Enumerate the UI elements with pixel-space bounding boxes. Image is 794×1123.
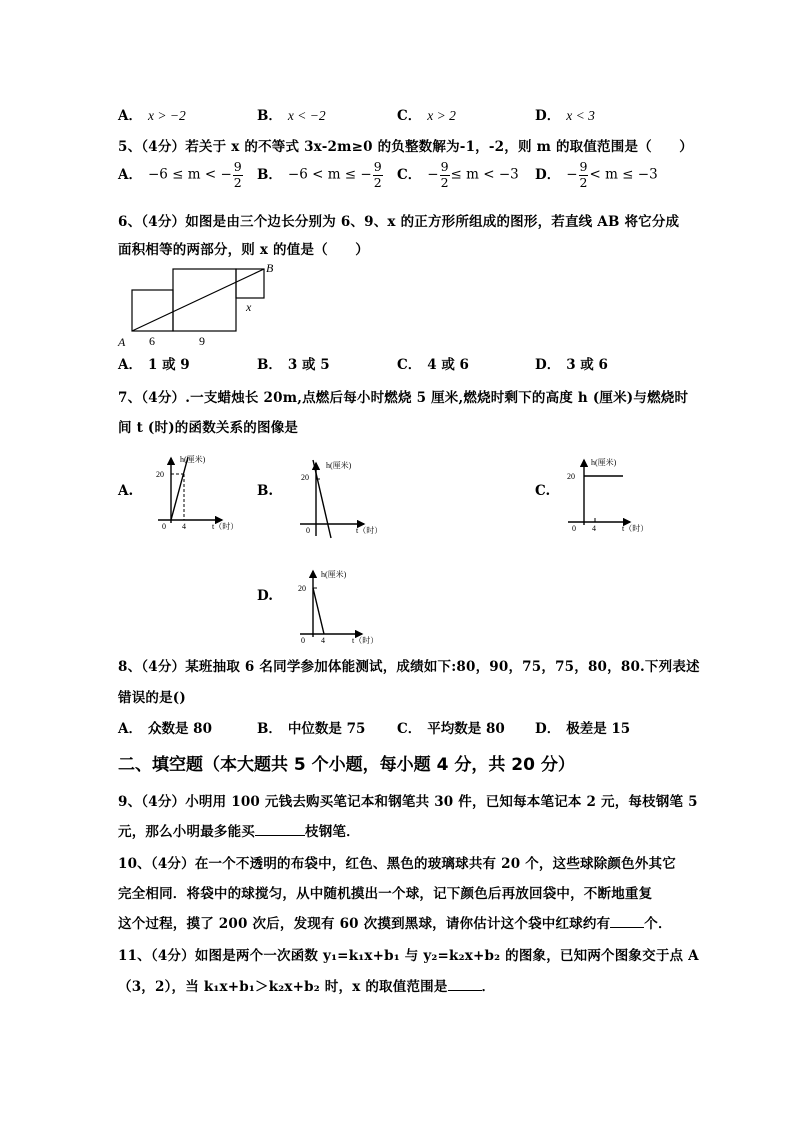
option-label: B． [257,108,282,124]
fraction [440,161,450,189]
y-tick: 20 [301,473,309,482]
option-text: −6 ≤ m < − [147,166,232,183]
fraction-denominator: 2 [233,174,242,190]
fraction [233,161,243,189]
graph-line [171,457,188,520]
q11-stem-line2 [118,975,495,995]
q4-option-d [535,104,595,124]
option-label: D． [535,166,561,183]
option-label: C． [397,166,422,183]
text-after-blank: 枝钢笔． [305,824,360,840]
label-b: B [266,261,274,275]
q5-option-a [118,161,244,189]
q8-option-c [397,717,505,737]
q6-option-c [397,353,469,373]
y-axis-label: h(厘米) [321,570,347,579]
option-label: D． [535,108,561,124]
square-6 [132,290,173,331]
label-a: A [118,335,126,349]
label-6: 6 [149,334,155,348]
option-label: A． [118,721,142,737]
x-axis-label: t（时） [622,524,649,532]
fraction-denominator: 2 [579,174,588,190]
graph-line [313,588,324,634]
q5-option-b [257,161,384,189]
option-text: − [427,166,439,183]
option-text: x < 3 [566,108,595,123]
label-9: 9 [199,334,205,348]
q6-option-b [257,353,330,373]
line-ab [132,269,264,331]
option-text: 极差是 15 [566,721,631,737]
option-text: x > −2 [147,108,186,123]
text-after-blank: ． [481,979,496,995]
q7-graph-a [150,450,245,535]
option-text: −6 < m ≤ − [287,166,372,183]
fraction-numerator: 9 [579,159,588,174]
answer-blank[interactable] [448,978,482,991]
q8-option-b [257,717,365,737]
text-before-blank: 元，那么小明最多能买 [118,824,255,840]
q10-stem-line2: 完全相同．将袋中的球搅匀，从中随机摸出一个球，记下颜色后再放回袋中，不断地重复 [118,886,653,902]
q8-stem-line2: 错误的是() [118,690,186,706]
option-label: D． [535,357,561,373]
q4-option-b [257,104,326,124]
option-text: 1 或 9 [147,357,190,373]
option-text: < m ≤ −3 [589,166,658,183]
q5-stem: 5、（4分）若关于 x 的不等式 3x-2m≥0 的负整数解为-1，-2，则 m 的取值范围是（ ） [118,139,693,155]
q7-graph-d [290,565,380,645]
x-axis-label: t（时） [212,522,239,531]
q6-squares-figure [115,255,290,350]
origin-label: 0 [162,522,166,531]
q7-stem-line1: 7、（4分）.一支蜡烛长 20m,点燃后每小时燃烧 5 厘米,燃烧时剩下的高度 h (厘米)与燃烧时 [118,390,689,406]
text-after-blank: 个． [644,916,672,932]
answer-blank[interactable] [610,915,644,928]
option-text: 4 或 6 [427,357,469,373]
origin-label: 0 [306,526,310,535]
option-text: 3 或 5 [287,357,330,373]
fraction-denominator: 2 [440,174,449,190]
y-tick: 20 [298,584,306,593]
fraction-numerator: 9 [440,159,449,174]
q4-option-a [118,104,186,124]
q10-stem-line3 [118,912,672,932]
q5-option-c [397,161,519,189]
q7-option-d-label: D. [257,588,273,604]
option-label: B． [257,166,282,183]
x-tick: 4 [321,636,325,645]
q6-option-d [535,353,608,373]
option-label: B． [257,721,282,737]
option-text: 3 或 6 [566,357,608,373]
q8-option-d [535,717,630,737]
square-9 [173,269,236,331]
fraction-denominator: 2 [373,174,382,190]
x-tick: 4 [592,524,596,532]
q7-option-a-label: A. [118,483,134,499]
q5-option-d [535,161,658,189]
y-axis-label: h(厘米) [591,458,617,467]
section-heading: 二、填空题（本大题共 5 个小题，每小题 4 分，共 20 分） [118,755,575,775]
origin-label: 0 [572,524,576,532]
fraction-numerator: 9 [233,159,242,174]
label-x: x [246,300,252,314]
option-label: B． [257,357,282,373]
q10-stem-line1: 10、（4分）在一个不透明的布袋中，红色、黑色的玻璃球共有 20 个，这些球除颜色外其它 [118,856,676,872]
q11-stem-line1: 11、（4分）如图是两个一次函数 y₁=k₁x+b₁ 与 y₂=k₂x+b₂ 的图象，已知两个图象交于点 A [118,948,699,964]
option-label: D． [535,721,561,737]
q7-graph-b [290,450,390,540]
q7-option-c-label: C. [535,483,551,499]
x-tick: 4 [182,522,186,531]
y-axis-label: h(厘米) [326,461,352,470]
q6-option-a [118,353,190,373]
y-axis-label: h(厘米) [180,455,206,464]
q6-stem-line1: 6、（4分）如图是由三个边长分别为 6、9、x 的正方形所组成的图形，若直线 AB 将它分成 [118,214,680,230]
option-text: ≤ m < −3 [450,166,519,183]
option-label: A． [118,108,142,124]
q8-option-a [118,717,212,737]
text-before-blank: （3，2），当 k₁x+b₁＞k₂x+b₂ 时，x 的取值范围是 [118,979,448,995]
option-text: 中位数是 75 [287,721,366,737]
option-label: C． [397,108,422,124]
option-text: x > 2 [427,108,456,123]
option-text: x < −2 [287,108,326,123]
option-text: 众数是 80 [147,721,212,737]
answer-blank[interactable] [255,823,305,836]
option-label: A． [118,166,142,183]
y-tick: 20 [156,470,164,479]
option-label: C． [397,721,422,737]
x-axis-label: t（时） [352,636,379,645]
q9-stem-line2 [118,820,360,840]
text-before-blank: 这个过程，摸了 200 次后，发现有 60 次摸到黑球，请你估计这个袋中红球约有 [118,916,611,932]
y-tick: 20 [567,472,575,481]
q7-stem-line2: 间 t (时)的函数关系的图像是 [118,420,299,436]
option-text: − [566,166,578,183]
origin-label: 0 [301,636,305,645]
fraction [579,161,589,189]
q7-option-b-label: B. [257,483,274,499]
q8-stem-line1: 8、（4分）某班抽取 6 名同学参加体能测试，成绩如下:80，90，75，75，80，80.下列表述 [118,659,700,675]
option-label: C． [397,357,422,373]
q9-stem-line1: 9、（4分）小明用 100 元钱去购买笔记本和钢笔共 30 件，已知每本笔记本 2 元，每枝钢笔 5 [118,794,698,810]
option-label: A． [118,357,142,373]
q4-option-c [397,104,456,124]
option-text: 平均数是 80 [427,721,505,737]
q6-stem-line2: 面积相等的两部分，则 x 的值是（ ） [118,242,369,258]
fraction-numerator: 9 [373,159,382,174]
square-x [236,269,264,298]
x-axis-label: t（时） [356,526,383,535]
fraction [373,161,383,189]
q7-graph-c [560,452,650,532]
